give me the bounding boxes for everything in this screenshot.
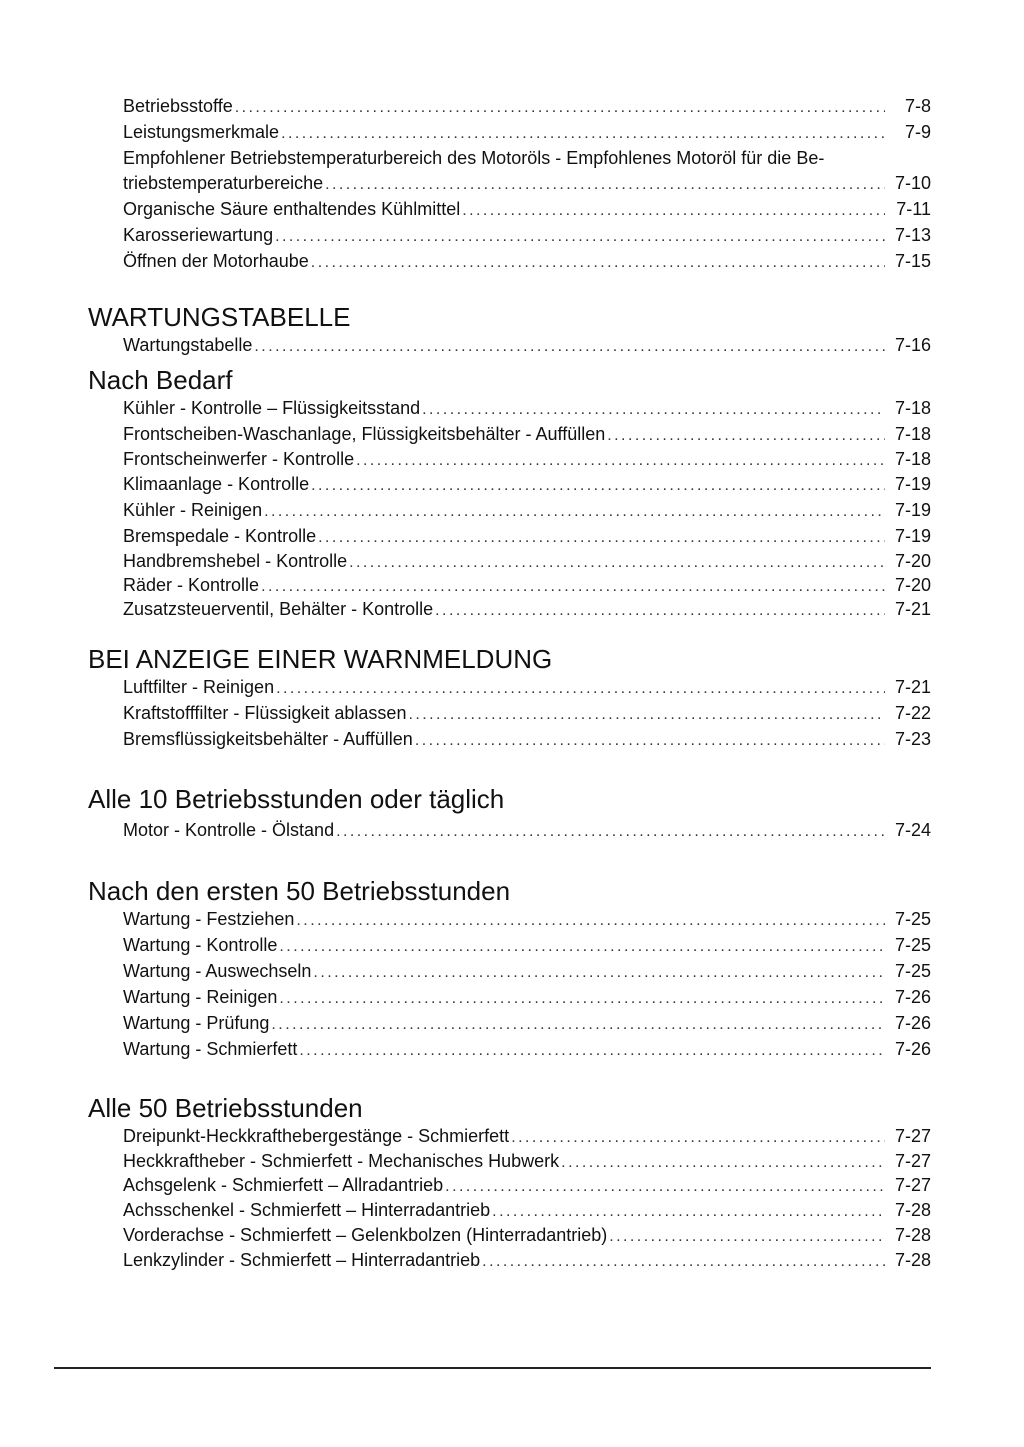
toc-entry-label: Frontscheinwerfer - Kontrolle	[123, 449, 355, 469]
toc-entry-label: Klimaanlage - Kontrolle	[123, 474, 310, 494]
toc-entry-page: 7-13	[894, 225, 931, 245]
toc-entry[interactable]	[123, 223, 931, 249]
toc-entry-label: Leistungsmerkmale	[123, 122, 280, 142]
toc-entry[interactable]	[123, 1248, 931, 1274]
toc-entry[interactable]	[123, 933, 931, 959]
dot-leader	[271, 1012, 885, 1037]
toc-entries	[123, 818, 931, 844]
toc-entry-label: Wartung - Auswechseln	[123, 961, 312, 981]
toc-entry[interactable]	[123, 498, 931, 524]
toc-entry-page: 7-20	[894, 575, 931, 595]
toc-entry-label: Wartung - Kontrolle	[123, 935, 278, 955]
toc-entry-label: Wartung - Festziehen	[123, 909, 295, 929]
toc-entries	[123, 675, 931, 753]
toc-entry[interactable]	[123, 448, 931, 472]
toc-entries	[123, 907, 931, 1063]
footer-rule	[54, 1367, 931, 1369]
toc-entry-page: 7-10	[894, 173, 931, 193]
toc-entry-label: Karosseriewartung	[123, 225, 274, 245]
toc-entry-label: Frontscheiben-Waschanlage, Flüssigkeitsbehälter - Auffüllen	[123, 424, 606, 444]
dot-leader	[511, 1125, 885, 1150]
dot-leader	[445, 1176, 885, 1198]
toc-entry-label: Heckkraftheber - Schmierfett - Mechanisches Hubwerk	[123, 1151, 560, 1171]
toc-entry[interactable]	[123, 598, 931, 622]
toc-section-nach-bedarf	[88, 365, 931, 622]
toc-entry-label: Bremsflüssigkeitsbehälter - Auffüllen	[123, 729, 413, 749]
toc-entry-page: 7-26	[894, 987, 931, 1007]
toc-entry-page: 7-11	[896, 199, 931, 219]
section-heading: BEI ANZEIGE EINER WARNMELDUNG	[88, 644, 553, 674]
toc-entry[interactable]	[123, 574, 931, 598]
toc-entry-label: Organische Säure enthaltendes Kühlmittel	[123, 199, 461, 219]
dot-leader	[422, 397, 885, 422]
toc-entry-page: 7-27	[894, 1151, 931, 1171]
toc-entry-label: Bremspedale - Kontrolle	[123, 526, 317, 546]
toc-entries	[123, 396, 931, 622]
toc-entries	[123, 1124, 931, 1274]
toc-entry[interactable]	[123, 120, 931, 146]
toc-entry-page: 7-26	[894, 1039, 931, 1059]
dot-leader	[276, 676, 885, 701]
toc-entry-label: Achsgelenk - Schmierfett – Allradantrieb	[123, 1175, 444, 1195]
toc-entry[interactable]	[123, 818, 931, 844]
toc-entry[interactable]	[123, 1174, 931, 1198]
toc-entry-label: Vorderachse - Schmierfett – Gelenkbolzen (Hinterradantrieb)	[123, 1225, 608, 1245]
section-heading: Alle 50 Betriebsstunden	[88, 1093, 363, 1123]
toc-entry-page: 7-8	[904, 96, 931, 116]
toc-entry[interactable]	[123, 1224, 931, 1248]
dot-leader	[235, 95, 885, 120]
toc-entry-label: Motor - Kontrolle - Ölstand	[123, 820, 335, 840]
toc-entry-label: Dreipunkt-Heckkrafthebergestänge - Schmierfett	[123, 1126, 510, 1146]
toc-entry[interactable]	[123, 1124, 931, 1150]
toc-entry-label: Wartung - Reinigen	[123, 987, 278, 1007]
dot-leader	[408, 702, 885, 727]
toc-entry-label: Kraftstofffilter - Flüssigkeit ablassen	[123, 703, 407, 723]
dot-leader	[279, 986, 885, 1011]
toc-section-continued	[88, 94, 931, 275]
toc-entry[interactable]	[123, 249, 931, 275]
toc-entry[interactable]	[123, 94, 931, 120]
toc-entry-label: Wartungstabelle	[123, 335, 253, 355]
section-heading: Nach den ersten 50 Betriebsstunden	[88, 876, 511, 906]
dot-leader	[299, 1038, 885, 1063]
toc-entry-page: 7-27	[894, 1175, 931, 1195]
toc-section-alle-10	[88, 784, 931, 844]
dot-leader	[561, 1152, 885, 1174]
toc-entry-label: triebstemperaturbereiche	[123, 173, 324, 193]
dot-leader	[492, 1199, 885, 1224]
toc-entry-page: 7-22	[894, 703, 931, 723]
dot-leader	[275, 224, 885, 249]
toc-entry[interactable]	[123, 1198, 931, 1224]
toc-entry-page: 7-18	[894, 398, 931, 418]
dot-leader	[261, 576, 885, 598]
toc-entry-page: 7-18	[894, 424, 931, 444]
toc-entry[interactable]	[123, 675, 931, 701]
dot-leader	[313, 960, 885, 985]
toc-entry-page: 7-28	[894, 1200, 931, 1220]
toc-entry-page: 7-25	[894, 935, 931, 955]
toc-entry-page: 7-18	[894, 449, 931, 469]
dot-leader	[435, 600, 885, 622]
toc-entry[interactable]	[123, 1150, 931, 1174]
dot-leader	[311, 473, 885, 498]
toc-entries	[123, 94, 931, 275]
dot-leader	[311, 250, 885, 275]
toc-entry-page: 7-21	[894, 599, 931, 619]
toc-entry-label: Kühler - Reinigen	[123, 500, 263, 520]
dot-leader	[462, 198, 885, 223]
toc-entry-page: 7-9	[904, 122, 931, 142]
dot-leader	[482, 1249, 885, 1274]
toc-section-alle-50	[88, 1093, 931, 1274]
toc-section-warnmeldung	[88, 644, 931, 753]
toc-entry-page: 7-21	[894, 677, 931, 697]
dot-leader	[609, 1226, 885, 1248]
dot-leader	[264, 499, 885, 524]
toc-entry-label: Betriebsstoffe	[123, 96, 233, 116]
toc-entry[interactable]	[123, 333, 931, 359]
toc-entry-page: 7-25	[894, 961, 931, 981]
toc-entry[interactable]	[123, 524, 931, 550]
dot-leader	[318, 525, 885, 550]
dot-leader	[356, 450, 885, 472]
toc-entry[interactable]	[123, 959, 931, 985]
toc-entry-page: 7-19	[894, 474, 931, 494]
toc-entry-label: Lenkzylinder - Schmierfett – Hinterradantrieb	[123, 1250, 481, 1270]
toc-entry-label: Achsschenkel - Schmierfett – Hinterradantrieb	[123, 1200, 491, 1220]
toc-entry-page: 7-23	[894, 729, 931, 749]
toc-entry-label: Kühler - Kontrolle – Flüssigkeitsstand	[123, 398, 421, 418]
toc-entry-label: Räder - Kontrolle	[123, 575, 260, 595]
toc-entry-page: 7-24	[894, 820, 931, 840]
toc-entry[interactable]	[123, 422, 931, 448]
toc-entry-label: Wartung - Prüfung	[123, 1013, 270, 1033]
toc-entry[interactable]	[123, 985, 931, 1011]
toc-entry-page: 7-19	[894, 500, 931, 520]
dot-leader	[415, 728, 885, 753]
toc-entry[interactable]	[123, 396, 931, 422]
toc-entry-page: 7-28	[894, 1250, 931, 1270]
toc-section-wartungstabelle	[88, 302, 931, 359]
section-heading: WARTUNGSTABELLE	[88, 302, 351, 332]
toc-entry[interactable]	[123, 171, 931, 197]
toc-entry-label: Öffnen der Motorhaube	[123, 251, 309, 271]
dot-leader	[296, 908, 885, 933]
toc-entry[interactable]	[123, 727, 931, 753]
dot-leader	[349, 552, 885, 574]
toc-entry-page: 7-16	[894, 335, 931, 355]
toc-entry[interactable]	[123, 701, 931, 727]
toc-entry-label: Zusatzsteuerventil, Behälter - Kontrolle	[123, 599, 434, 619]
toc-entry-label: Luftfilter - Reinigen	[123, 677, 275, 697]
toc-entry[interactable]	[123, 550, 931, 574]
toc-entry-page: 7-25	[894, 909, 931, 929]
dot-leader	[336, 819, 885, 844]
toc-entry-label-line1[interactable]: Empfohlener Betriebstemperaturbereich des Motoröls - Empfohlenes Motoröl für die Be-	[123, 148, 825, 168]
dot-leader	[254, 334, 885, 359]
toc-entry-page: 7-28	[894, 1225, 931, 1245]
toc-entry[interactable]	[123, 1011, 931, 1037]
dot-leader	[279, 934, 885, 959]
toc-entry[interactable]	[123, 907, 931, 933]
section-heading: Nach Bedarf	[88, 365, 233, 395]
toc-entry[interactable]	[123, 197, 931, 223]
toc-entry-page: 7-26	[894, 1013, 931, 1033]
section-heading: Alle 10 Betriebsstunden oder täglich	[88, 784, 505, 814]
toc-section-erste-50	[88, 876, 931, 1063]
toc-entry-page: 7-20	[894, 551, 931, 571]
toc-entry[interactable]	[123, 472, 931, 498]
toc-entries	[123, 333, 931, 359]
toc-entry-page: 7-27	[894, 1126, 931, 1146]
toc-entry-page: 7-15	[894, 251, 931, 271]
dot-leader	[325, 172, 885, 197]
toc-entry-page: 7-19	[894, 526, 931, 546]
dot-leader	[281, 121, 885, 146]
toc-entry-label: Handbremshebel - Kontrolle	[123, 551, 348, 571]
toc-entry[interactable]	[123, 1037, 931, 1063]
toc-entry-label: Wartung - Schmierfett	[123, 1039, 298, 1059]
dot-leader	[607, 423, 885, 448]
